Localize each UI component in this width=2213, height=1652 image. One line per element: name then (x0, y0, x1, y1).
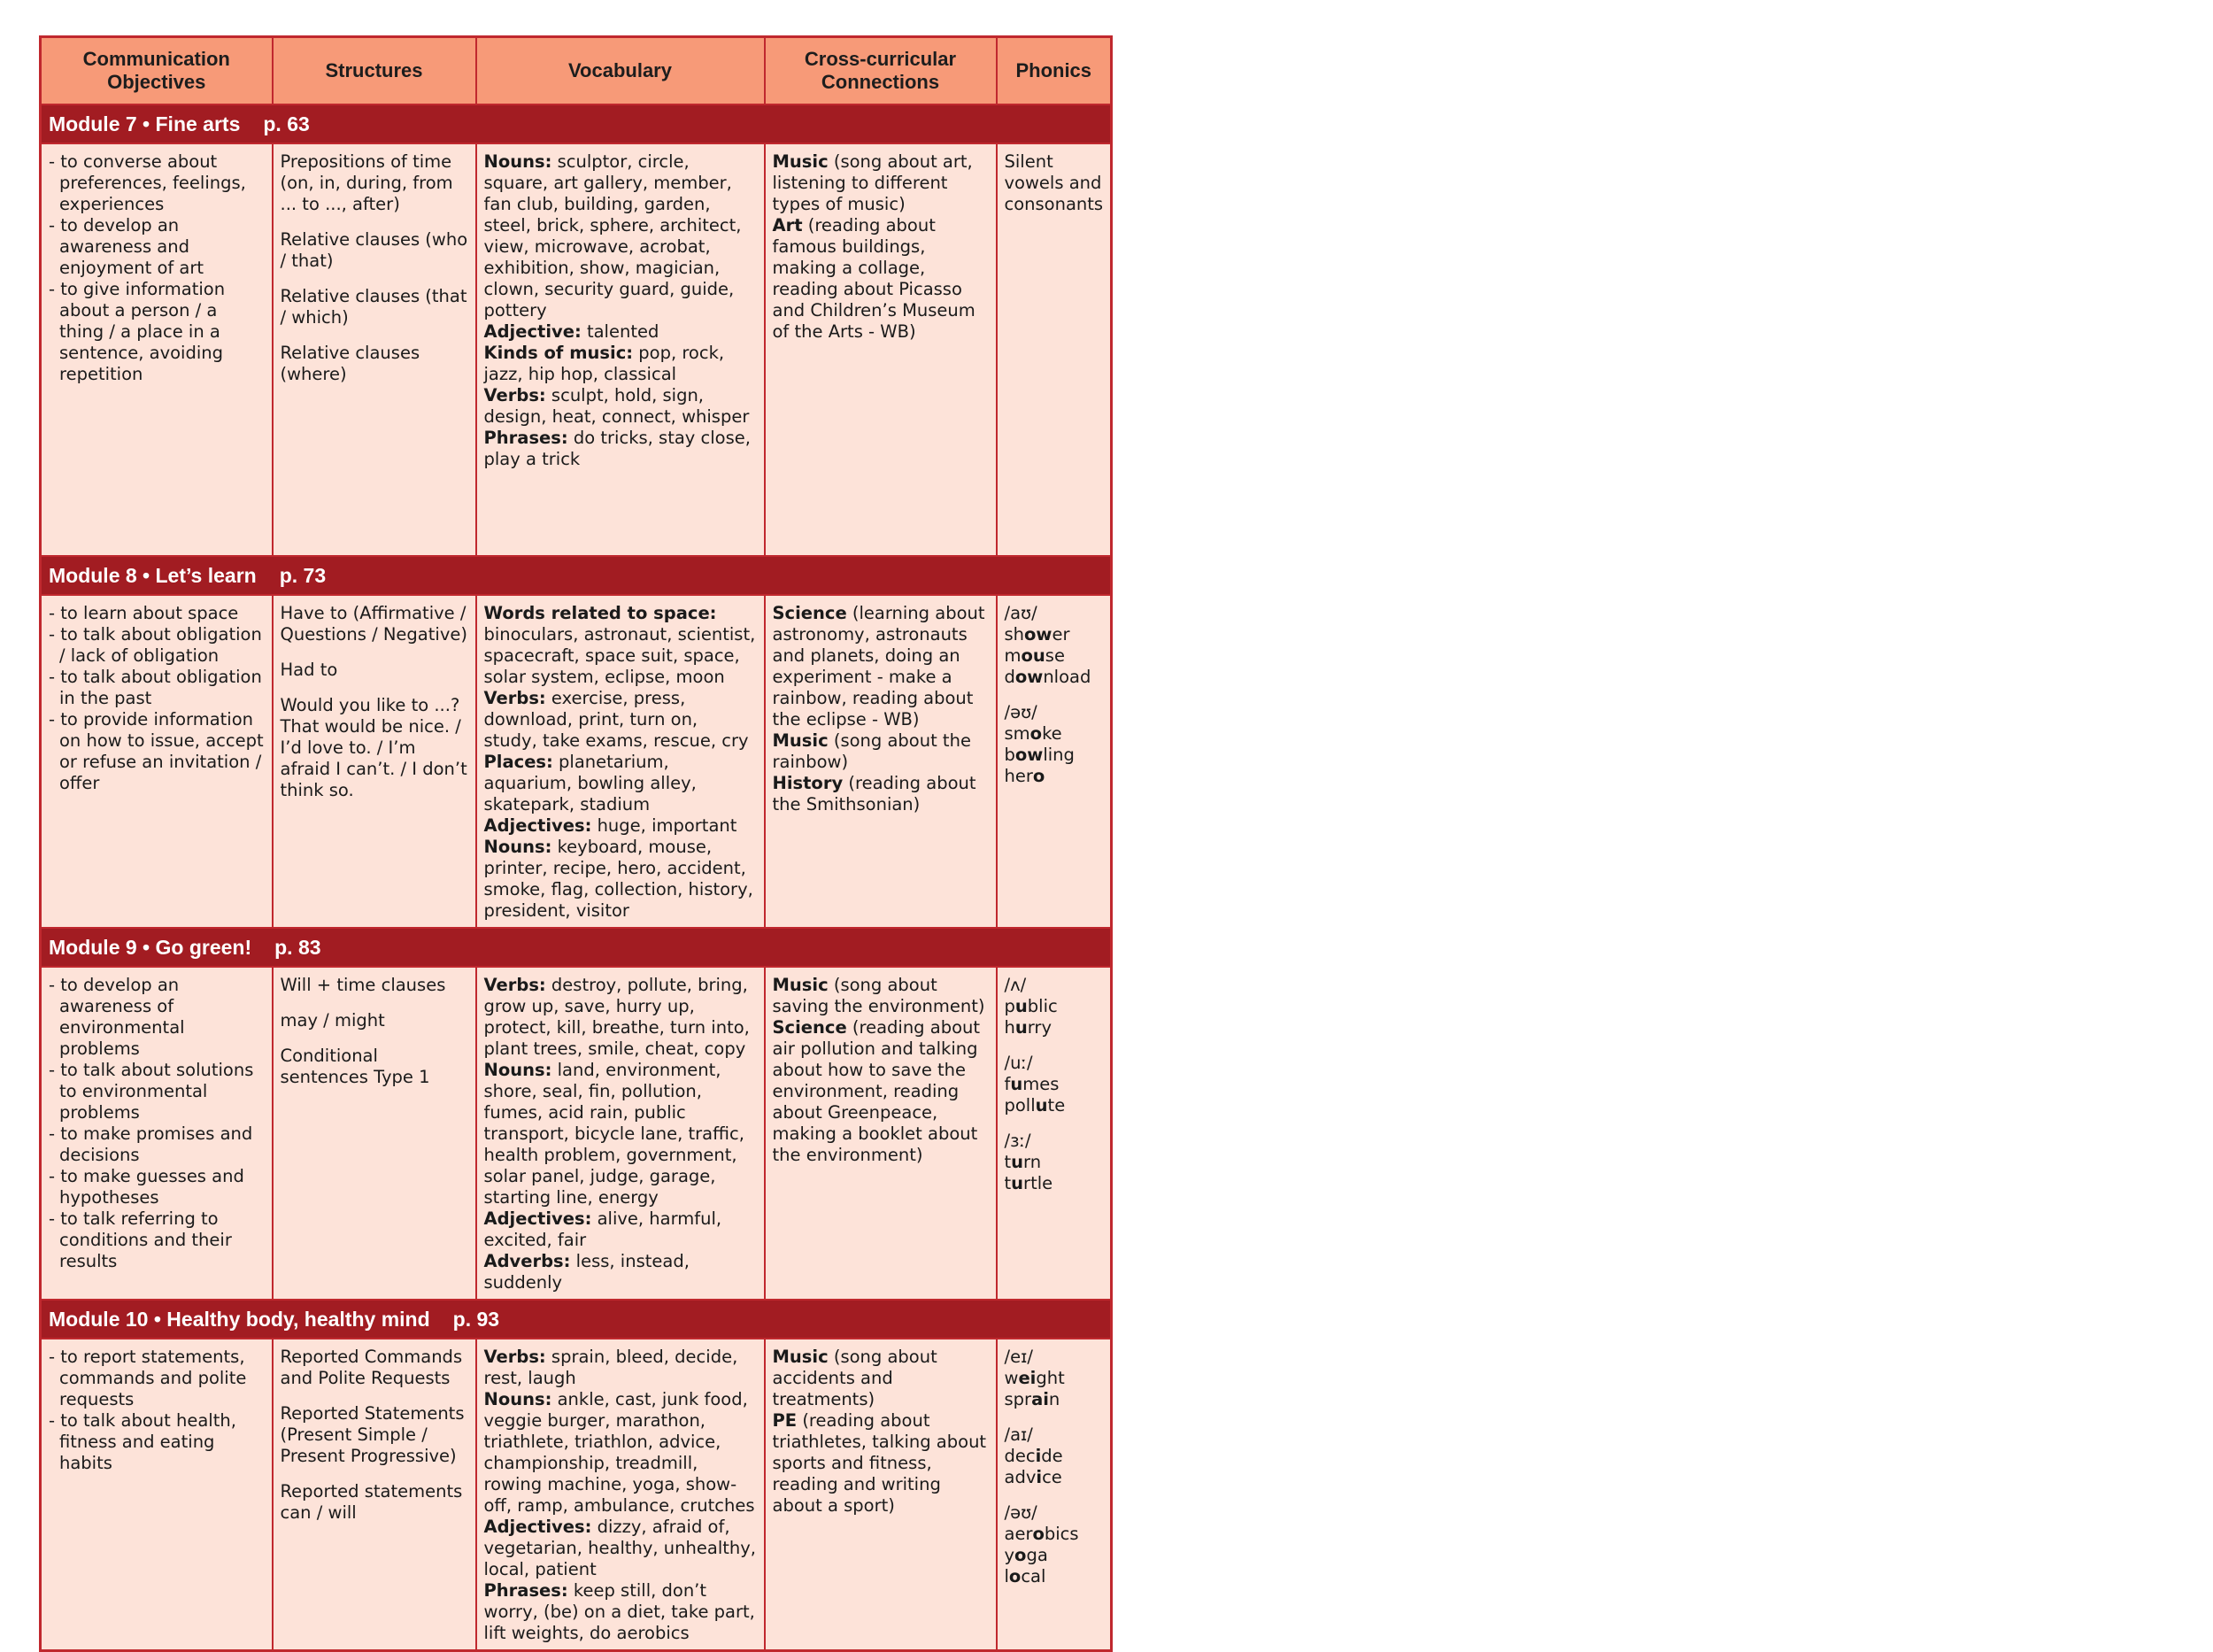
structures-cell (273, 595, 476, 928)
cross-entry (773, 1410, 989, 1517)
subject-activities: (reading about famous buildings, making a collage, reading about Picasso and Children’s Museum of the Arts - WB) (772, 215, 975, 342)
phonics-word (1005, 1467, 1104, 1488)
word-part: bics (1044, 1524, 1079, 1544)
subject-label: Music (772, 730, 829, 751)
structure-item: Conditional sentences Type 1 (280, 1046, 430, 1087)
word-part: ce (1042, 1467, 1062, 1487)
subject-label: PE (772, 1410, 798, 1431)
objective-item: - to talk referring to conditions and their results (49, 1208, 265, 1272)
subject-label: History (772, 773, 844, 793)
vocab-words: dizzy, afraid of, vegetarian, healthy, unhealthy, local, patient (483, 1517, 756, 1579)
word-part: te (1047, 1095, 1066, 1115)
structures-cell (273, 1339, 476, 1651)
module-page: p. 73 (279, 563, 327, 587)
phonics-group (1005, 975, 1104, 1038)
subject-activities: (song about saving the environment) (772, 975, 985, 1016)
vocab-words: alive, harmful, excited, fair (483, 1208, 722, 1250)
phonics-group (1005, 1502, 1104, 1587)
vocab-entry (484, 1208, 757, 1251)
module-title-cell (41, 556, 1112, 595)
vocab-entry (484, 603, 757, 688)
cross-entry (773, 975, 989, 1017)
vocab-entry (484, 1060, 757, 1208)
subject-activities: (song about the rainbow) (772, 730, 971, 772)
module-body-row (41, 595, 1112, 928)
objectives-cell (41, 595, 273, 928)
subject-label: Science (772, 603, 847, 623)
vocab-words: do tricks, stay close, play a trick (483, 428, 751, 469)
vocab-words: keyboard, mouse, printer, recipe, hero, accident, smoke, flag, collection, history, president, visitor (483, 837, 753, 921)
vocab-label: Adverbs: (483, 1251, 571, 1271)
cross-entry (773, 730, 989, 773)
word-sound: u (1035, 1095, 1048, 1115)
subject-label: Music (772, 151, 829, 172)
objective-item: - to make guesses and hypotheses (49, 1166, 265, 1208)
cross-entry (773, 773, 989, 815)
vocab-label: Nouns: (483, 1389, 552, 1409)
vocab-label: Phrases: (483, 1580, 568, 1601)
vocab-label: Verbs: (483, 1347, 546, 1367)
cross-entry (773, 1347, 989, 1410)
structure-item: Reported Statements (Present Simple / Present Progressive) (280, 1403, 465, 1466)
phonics-word (1005, 1566, 1104, 1587)
vocab-entry (484, 151, 757, 321)
word-part: b (1004, 745, 1015, 765)
module-title-cell (41, 104, 1112, 143)
vocab-entry (484, 688, 757, 752)
module-title: Module 8 • Let’s learn (49, 563, 257, 587)
word-part: blic (1027, 996, 1058, 1016)
vocab-label: Phrases: (483, 428, 568, 448)
vocab-entry (484, 837, 757, 922)
word-part: m (1004, 645, 1022, 666)
subject-activities: (reading about air pollution and talking about how to save the environment, reading about Greenpeace, making a booklet about the environment) (772, 1017, 981, 1165)
vocab-label: Nouns: (483, 837, 552, 857)
phonics-word (1005, 723, 1104, 745)
vocab-words: talented (581, 321, 659, 342)
word-part: mes (1022, 1074, 1060, 1094)
vocab-entry (484, 752, 757, 815)
phonics-cell (997, 967, 1112, 1300)
phonics-symbol: /eɪ/ (1004, 1347, 1033, 1367)
objectives-list (49, 975, 265, 1272)
header-vocabulary: Vocabulary (476, 37, 765, 105)
word-part: f (1004, 1074, 1011, 1094)
cross-curricular-cell (765, 143, 997, 556)
module-bar (41, 104, 1112, 143)
module-body-row (41, 143, 1112, 556)
vocabulary-cell (476, 1339, 765, 1651)
word-part: dec (1004, 1446, 1036, 1466)
subject-label: Music (772, 1347, 829, 1367)
word-part: t (1004, 1152, 1012, 1172)
word-sound: ou (1021, 645, 1045, 666)
phonics-word (1005, 1152, 1104, 1173)
vocab-entry (484, 815, 757, 837)
subject-activities: (reading about triathletes, talking about sports and fitness, reading and writing about a sport) (772, 1410, 987, 1516)
structure-item: Have to (Affirmative / Questions / Negative) (280, 603, 467, 645)
word-part: d (1004, 667, 1015, 687)
phonics-symbol: /uː/ (1004, 1053, 1033, 1073)
subject-label: Art (772, 215, 803, 235)
module-body-row (41, 1339, 1112, 1651)
phonics-group (1005, 1347, 1104, 1410)
word-part: w (1004, 1368, 1019, 1388)
phonics-word (1005, 1074, 1104, 1095)
vocab-words: sprain, bleed, decide, rest, laugh (483, 1347, 738, 1388)
header-structures: Structures (273, 37, 476, 105)
word-sound: u (1011, 1173, 1024, 1193)
objective-item: - to talk about solutions to environmental problems (49, 1060, 265, 1123)
word-part: ght (1036, 1368, 1065, 1388)
subject-activities: (learning about astronomy, astronauts and planets, doing an experiment - make a rainbow, reading about the eclipse - WB) (772, 603, 985, 730)
objective-item: - to give information about a person / a thing / a place in a sentence, avoiding repetition (49, 279, 265, 385)
phonics-word (1005, 1389, 1104, 1410)
phonics-symbol: /əʊ/ (1004, 702, 1037, 722)
subject-label: Music (772, 975, 829, 995)
phonics-group (1005, 1053, 1104, 1116)
structure-item: Reported statements can / will (280, 1481, 463, 1523)
word-part: sm (1004, 723, 1030, 744)
word-part: l (1004, 1566, 1009, 1586)
vocab-label: Nouns: (483, 151, 552, 172)
module-title: Module 9 • Go green! (49, 935, 252, 959)
structure-item: Relative clauses (where) (280, 343, 420, 384)
structure-item: Relative clauses (that / which) (280, 286, 467, 328)
cross-entry (773, 1017, 989, 1166)
vocab-words: planetarium, aquarium, bowling alley, skatepark, stadium (483, 752, 697, 814)
header-phonics: Phonics (997, 37, 1112, 105)
structure-item: Relative clauses (who / that) (280, 229, 468, 271)
vocab-label: Places: (483, 752, 553, 772)
word-part: ga (1026, 1545, 1048, 1565)
word-part: y (1004, 1545, 1015, 1565)
word-sound: ow (1014, 745, 1044, 765)
phonics-word (1005, 1446, 1104, 1467)
vocab-label: Adjectives: (483, 815, 592, 836)
objective-item: - to talk about health, fitness and eating habits (49, 1410, 265, 1474)
phonics-symbol: /əʊ/ (1004, 1502, 1037, 1523)
vocabulary-cell (476, 967, 765, 1300)
phonics-cell (997, 143, 1112, 556)
phonics-group (1005, 702, 1104, 787)
phonics-symbol: /ɜː/ (1004, 1131, 1031, 1151)
word-part: nload (1043, 667, 1091, 687)
word-part: cal (1021, 1566, 1046, 1586)
objective-item: - to develop an awareness of environmental problems (49, 975, 265, 1060)
objectives-cell (41, 1339, 273, 1651)
vocab-label: Adjectives: (483, 1208, 592, 1229)
vocab-words: exercise, press, download, print, turn on, study, take exams, rescue, cry (483, 688, 749, 751)
objectives-cell (41, 967, 273, 1300)
vocab-entry (484, 1347, 757, 1389)
phonics-word (1005, 1545, 1104, 1566)
cross-entry (773, 215, 989, 343)
objectives-list (49, 1347, 265, 1474)
structure-item: Would you like to ...? That would be nice. / I’d love to. / I’m afraid I can’t. / I don’t think so. (280, 695, 467, 800)
vocab-words: keep still, don’t worry, (be) on a diet, take part, lift weights, do aerobics (483, 1580, 755, 1643)
phonics-group (1005, 1131, 1104, 1194)
objective-item: - to talk about obligation in the past (49, 667, 265, 709)
word-part: her (1004, 766, 1033, 786)
phonics-symbol: /aʊ/ (1004, 603, 1037, 623)
word-part: poll (1004, 1095, 1036, 1115)
vocabulary-cell (476, 595, 765, 928)
phonics-symbol: /aɪ/ (1004, 1424, 1033, 1445)
objectives-list (49, 603, 265, 794)
header-cross-curricular: Cross-curricular Connections (765, 37, 997, 105)
vocab-words: sculpt, hold, sign, design, heat, connect, whisper (483, 385, 750, 427)
word-sound: u (1011, 1152, 1024, 1172)
phonics-word (1005, 645, 1104, 667)
word-part: er (1052, 624, 1070, 645)
vocab-words: destroy, pollute, bring, grow up, save, hurry up, protect, kill, breathe, turn into, plant trees, smile, cheat, copy (483, 975, 750, 1059)
word-part: rn (1023, 1152, 1042, 1172)
vocab-label: Adjective: (483, 321, 582, 342)
structures-cell (273, 967, 476, 1300)
objectives-list (49, 151, 265, 385)
phonics-word (1005, 1524, 1104, 1545)
cross-entry (773, 151, 989, 215)
objective-item: - to provide information on how to issue, accept or refuse an invitation / offer (49, 709, 265, 794)
vocab-entry (484, 1580, 757, 1644)
vocab-entry (484, 428, 757, 470)
vocabulary-cell (476, 143, 765, 556)
vocab-words: pop, rock, jazz, hip hop, classical (483, 343, 725, 384)
word-part: ke (1042, 723, 1062, 744)
module-bar (41, 556, 1112, 595)
phonics-symbol: /ʌ/ (1004, 975, 1027, 995)
header-objectives: Communication Objectives (41, 37, 273, 105)
structure-item: may / might (280, 1010, 385, 1031)
word-sound: u (1014, 996, 1028, 1016)
vocab-words: less, instead, suddenly (483, 1251, 690, 1293)
module-page: p. 63 (263, 112, 310, 135)
objective-item: - to develop an awareness and enjoyment of art (49, 215, 265, 279)
word-sound: i (1036, 1467, 1043, 1487)
word-part: se (1045, 645, 1065, 666)
objective-item: - to report statements, commands and polite requests (49, 1347, 265, 1410)
structures-cell (273, 143, 476, 556)
objective-item: - to converse about preferences, feelings, experiences (49, 151, 265, 215)
structure-item: Reported Commands and Polite Requests (280, 1347, 463, 1388)
objectives-cell (41, 143, 273, 556)
table-body (41, 104, 1112, 1651)
subject-activities: (song about art, listening to different types of music) (772, 151, 973, 214)
cross-curricular-cell (765, 1339, 997, 1651)
vocab-words: huge, important (591, 815, 737, 836)
subject-activities: (song about accidents and treatments) (772, 1347, 937, 1409)
cross-curricular-cell (765, 595, 997, 928)
phonics-text: Silent vowels and consonants (1004, 151, 1104, 214)
vocab-entry (484, 975, 757, 1060)
vocab-label: Nouns: (483, 1060, 552, 1080)
vocab-entry (484, 1251, 757, 1293)
word-part: ling (1043, 745, 1075, 765)
word-part: p (1004, 996, 1015, 1016)
vocab-label: Words related to space: (483, 603, 717, 623)
word-part: rry (1027, 1017, 1052, 1038)
phonics-group (1005, 603, 1104, 688)
word-part: sh (1004, 624, 1025, 645)
module-body-row (41, 967, 1112, 1300)
word-sound: ow (1024, 624, 1053, 645)
word-part: adv (1004, 1467, 1037, 1487)
phonics-word (1005, 1368, 1104, 1389)
vocab-label: Verbs: (483, 385, 546, 405)
phonics-word (1005, 1173, 1104, 1194)
word-sound: u (1010, 1074, 1023, 1094)
structure-item: Had to (280, 660, 338, 680)
cross-curricular-cell (765, 967, 997, 1300)
phonics-group (1005, 1424, 1104, 1488)
phonics-cell (997, 1339, 1112, 1651)
vocab-label: Adjectives: (483, 1517, 592, 1537)
word-part: spr (1004, 1389, 1032, 1409)
word-part: de (1041, 1446, 1063, 1466)
phonics-word (1005, 1017, 1104, 1038)
vocab-words: land, environment, shore, seal, fin, pollution, fumes, acid rain, public transport, bicycle lane, traffic, health problem, government, solar panel, judge, garage, starting line, energy (483, 1060, 744, 1208)
module-title-cell (41, 928, 1112, 967)
vocab-words: ankle, cast, junk food, veggie burger, marathon, triathlete, triathlon, advice, championship, treadmill, rowing machine, yoga, show-off, ramp, ambulance, crutches (483, 1389, 755, 1516)
subject-activities: (reading about the Smithsonian) (772, 773, 976, 814)
syllabus-table (39, 35, 1113, 1652)
word-sound: ow (1014, 667, 1044, 687)
phonics-word (1005, 766, 1104, 787)
phonics-word (1005, 996, 1104, 1017)
module-title: Module 10 • Healthy body, healthy mind (49, 1307, 430, 1331)
word-part: t (1004, 1173, 1012, 1193)
word-sound: i (1035, 1446, 1042, 1466)
word-sound: o (1029, 723, 1043, 744)
objective-item: - to talk about obligation / lack of obligation (49, 624, 265, 667)
objective-item: - to learn about space (49, 603, 265, 624)
objective-item: - to make promises and decisions (49, 1123, 265, 1166)
vocab-words: binoculars, astronaut, scientist, spacecraft, space suit, space, solar system, eclipse, moon (483, 624, 756, 687)
vocab-entry (484, 1517, 757, 1580)
phonics-word (1005, 745, 1104, 766)
module-title: Module 7 • Fine arts (49, 112, 241, 135)
word-sound: o (1032, 1524, 1045, 1544)
phonics-word (1005, 667, 1104, 688)
phonics-cell (997, 595, 1112, 928)
structure-item: Will + time clauses (280, 975, 446, 995)
word-sound: o (1014, 1545, 1027, 1565)
vocab-words: sculptor, circle, square, art gallery, member, fan club, building, garden, steel, brick, sphere, architect, view, microwave, acrobat, exhibition, show, magician, clown, security guard, guide, pottery (483, 151, 742, 320)
module-page: p. 93 (452, 1307, 500, 1331)
vocab-entry (484, 1389, 757, 1517)
word-sound: ei (1018, 1368, 1037, 1388)
phonics-word (1005, 1095, 1104, 1116)
module-bar (41, 928, 1112, 967)
module-title-cell (41, 1300, 1112, 1339)
module-page: p. 83 (274, 935, 321, 959)
word-part: rtle (1023, 1173, 1053, 1193)
word-part: h (1004, 1017, 1015, 1038)
vocab-entry (484, 343, 757, 385)
vocab-entry (484, 321, 757, 343)
phonics-word (1005, 624, 1104, 645)
vocab-label: Verbs: (483, 688, 546, 708)
word-sound: o (1032, 766, 1045, 786)
module-bar (41, 1300, 1112, 1339)
vocab-label: Verbs: (483, 975, 546, 995)
vocab-label: Kinds of music: (483, 343, 634, 363)
word-sound: o (1008, 1566, 1022, 1586)
word-sound: ai (1031, 1389, 1049, 1409)
subject-label: Science (772, 1017, 847, 1038)
word-part: n (1048, 1389, 1060, 1409)
word-sound: u (1014, 1017, 1028, 1038)
word-part: aer (1004, 1524, 1033, 1544)
structure-item: Prepositions of time (on, in, during, from ... to ..., after) (280, 151, 453, 214)
header-row (41, 37, 1112, 105)
cross-entry (773, 603, 989, 730)
vocab-entry (484, 385, 757, 428)
